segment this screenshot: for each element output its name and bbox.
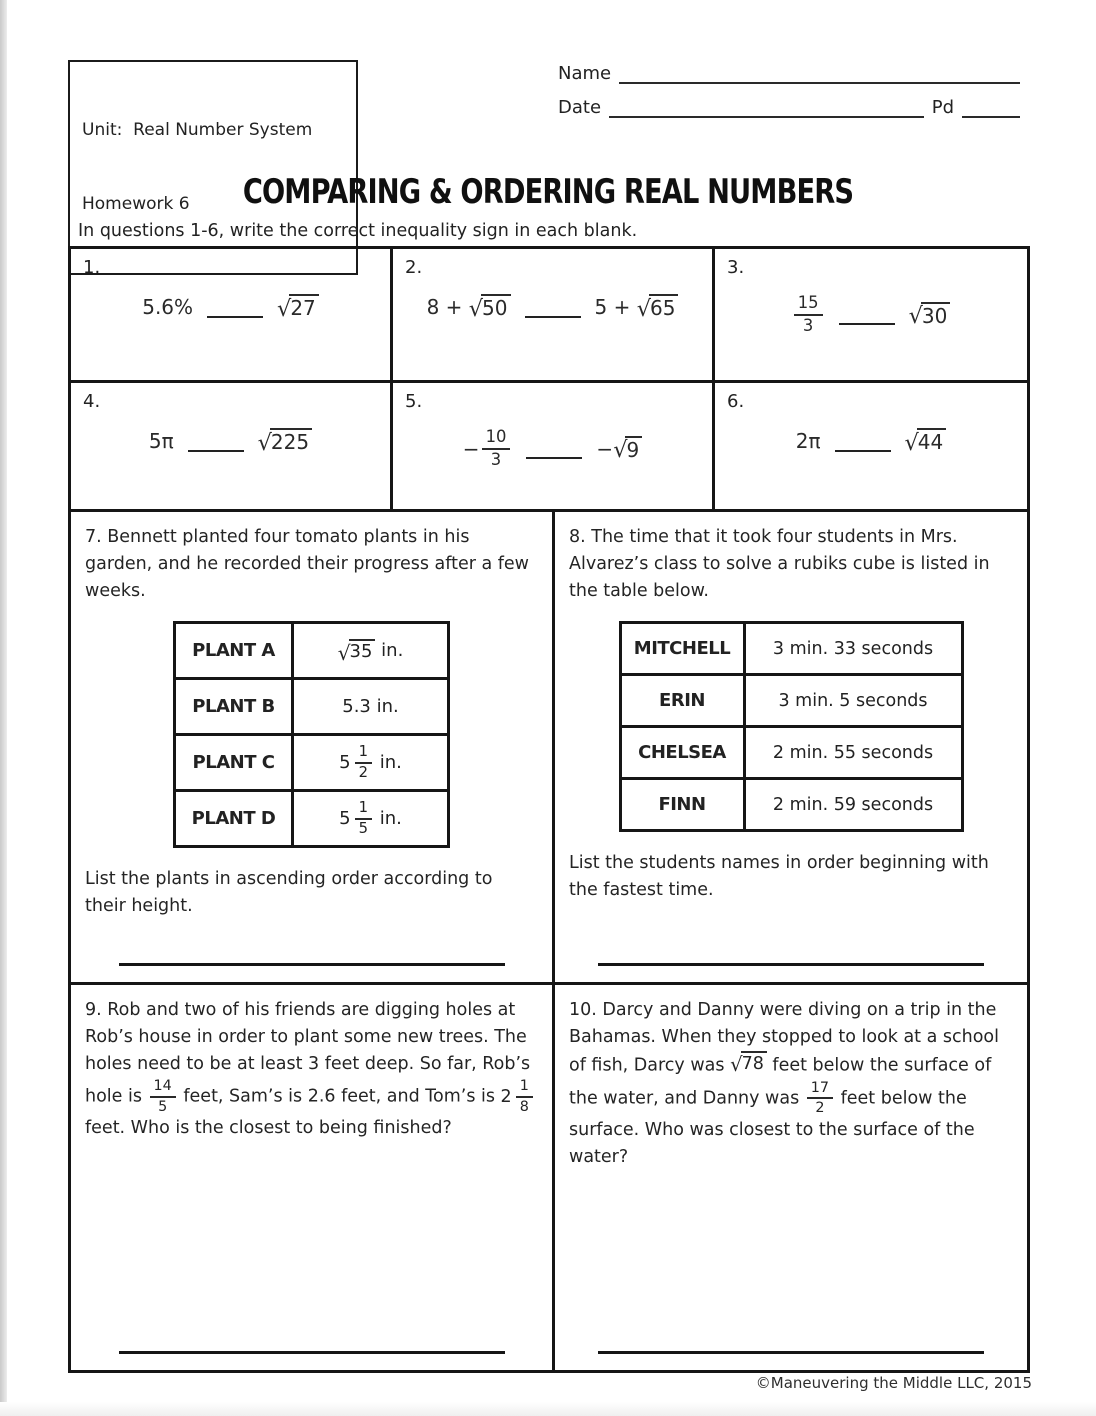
fraction-numerator: 14 — [150, 1078, 176, 1097]
question-8-prompt: List the students names in order beginning with the fastest time. — [569, 853, 989, 900]
sqrt-expression — [905, 428, 947, 454]
radical-sign: √ — [908, 303, 923, 330]
question-6-cell — [715, 383, 1027, 509]
fraction-denominator: 2 — [815, 1100, 825, 1117]
question-1-cell — [71, 249, 393, 383]
sqrt-expression — [277, 294, 319, 320]
plant-a-label: PLANT A — [175, 623, 293, 679]
page-title: COMPARING & ORDERING REAL NUMBERS — [242, 172, 854, 212]
sqrt-expression — [258, 428, 312, 454]
fraction — [355, 800, 372, 838]
question-5-cell — [393, 383, 715, 509]
question-7-answer-blank[interactable] — [119, 963, 505, 966]
math-text: feet below the surface. Who was closest to the surface of the water? — [569, 1088, 981, 1167]
inequality-blank[interactable] — [188, 431, 244, 452]
plant-a-value — [293, 623, 449, 679]
question-9-10-row — [68, 985, 1030, 1373]
math-text: 5.6% — [142, 295, 194, 319]
math-text: 5.3 in. — [342, 696, 399, 718]
table-row — [175, 735, 449, 791]
radical-sign: √ — [337, 640, 351, 665]
scan-edge-left — [0, 0, 7, 1416]
sqrt-expression — [613, 436, 642, 462]
radicand: 50 — [481, 294, 510, 320]
table-row — [620, 623, 962, 675]
inequality-blank[interactable] — [835, 431, 891, 452]
fraction-denominator: 8 — [519, 1098, 529, 1115]
name-blank-line[interactable] — [619, 62, 1020, 84]
student-mitchell-label: MITCHELL — [620, 623, 744, 675]
table-row — [175, 623, 449, 679]
sqrt-expression — [909, 302, 951, 328]
fraction-denominator: 3 — [802, 315, 814, 335]
question-9-answer-blank[interactable] — [119, 1351, 505, 1354]
plant-c-value — [293, 735, 449, 791]
student-chelsea-label: CHELSEA — [620, 727, 744, 779]
question-number: 4. — [83, 391, 101, 412]
fraction-denominator: 2 — [358, 763, 368, 781]
question-3-expression — [727, 294, 1015, 336]
radical-sign: √ — [904, 429, 919, 456]
math-text: 5π — [148, 429, 174, 453]
question-7-text: 7. Bennett planted four tomato plants in his garden, and he recorded their progress after a few weeks. — [85, 527, 529, 602]
radicand: 78 — [741, 1051, 767, 1074]
fraction-numerator: 10 — [482, 428, 511, 450]
math-text: 5 + — [594, 295, 637, 319]
fraction-denominator: 5 — [158, 1098, 168, 1115]
student-chelsea-time — [744, 727, 962, 779]
radicand: 44 — [917, 428, 946, 454]
fraction-numerator: 1 — [355, 800, 372, 820]
question-9-cell — [71, 985, 555, 1370]
mixed-number-whole: 5 — [339, 808, 351, 830]
student-finn-label: FINN — [620, 779, 744, 831]
question-5-expression — [405, 428, 700, 470]
math-text: feet. Who is the closest to being finished? — [85, 1086, 541, 1139]
fraction-numerator: 1 — [516, 1078, 533, 1097]
student-erin-time — [744, 675, 962, 727]
question-1-expression — [83, 294, 378, 320]
pd-label: Pd — [931, 97, 954, 118]
mixed-number-whole: 5 — [339, 752, 351, 774]
date-blank-line[interactable] — [609, 96, 924, 118]
radical-sign: √ — [730, 1052, 743, 1076]
question-7-8-row — [68, 512, 1030, 985]
table-row — [175, 791, 449, 847]
pd-blank-line[interactable] — [962, 96, 1020, 118]
sqrt-expression — [338, 639, 376, 663]
math-text: 3 min. 33 seconds — [772, 638, 934, 659]
radical-sign: √ — [468, 295, 484, 322]
homework-label: Homework 6 — [82, 194, 190, 215]
plant-c-label: PLANT C — [175, 735, 293, 791]
plant-b-value — [293, 679, 449, 735]
date-row — [558, 92, 1020, 118]
scan-edge-bottom — [0, 1402, 1096, 1416]
date-label: Date — [558, 97, 602, 118]
question-number: 2. — [405, 257, 423, 278]
math-text: 10. Darcy and Danny were diving on a trip in the Bahamas. When they stopped to look at a school of fish, Darcy was — [569, 1000, 1005, 1076]
radicand: 30 — [921, 302, 950, 328]
question-7-prompt: List the plants in ascending order according to their height. — [85, 869, 493, 916]
question-8-text: 8. The time that it took four students in Mrs. Alvarez’s class to solve a rubiks cube is listed in the table below. — [569, 527, 990, 602]
question-6-expression — [727, 428, 1015, 454]
fraction-denominator: 5 — [358, 819, 368, 837]
table-row — [620, 727, 962, 779]
question-number: 5. — [405, 391, 423, 412]
question-number: 3. — [727, 257, 745, 278]
math-text: in. — [373, 752, 402, 774]
sqrt-expression — [637, 294, 679, 320]
table-row — [175, 679, 449, 735]
question-8-cell — [555, 512, 1027, 982]
inequality-blank[interactable] — [525, 297, 581, 318]
fraction-numerator: 15 — [794, 294, 823, 316]
unit-box — [68, 60, 358, 275]
fraction-numerator: 1 — [355, 744, 372, 764]
radical-sign: √ — [636, 295, 651, 322]
math-text: in. — [375, 640, 404, 662]
inequality-blank[interactable] — [839, 304, 895, 325]
question-3-cell — [715, 249, 1027, 383]
fraction — [482, 428, 511, 470]
question-number: 6. — [727, 391, 745, 412]
table-row — [620, 779, 962, 831]
fraction — [150, 1078, 176, 1115]
inequality-blank[interactable] — [526, 438, 582, 459]
question-8-answer-blank[interactable] — [598, 963, 984, 966]
fraction — [807, 1080, 833, 1117]
sqrt-expression — [730, 1051, 767, 1074]
math-text: 3 min. 5 seconds — [778, 690, 928, 711]
fraction-denominator: 3 — [490, 449, 502, 469]
math-text: feet below the surface of the water, and Danny was — [569, 1055, 997, 1109]
question-4-expression — [83, 428, 378, 454]
radicand: 27 — [289, 294, 318, 320]
name-row — [558, 58, 1020, 84]
student-mitchell-time — [744, 623, 962, 675]
math-text: in. — [373, 808, 402, 830]
question-9-text — [85, 997, 541, 1142]
radicand: 65 — [649, 294, 678, 320]
radicand: 35 — [349, 639, 376, 663]
students-table — [619, 621, 964, 832]
radicand: 225 — [270, 428, 312, 454]
question-10-answer-blank[interactable] — [598, 1351, 984, 1354]
question-2-cell — [393, 249, 715, 383]
radicand: 9 — [625, 436, 642, 462]
fraction — [516, 1078, 533, 1115]
radical-sign: √ — [613, 437, 628, 464]
plant-b-label: PLANT B — [175, 679, 293, 735]
fraction — [794, 294, 823, 336]
instructions-text: In questions 1-6, write the correct inequality sign in each blank. — [78, 221, 638, 241]
math-text: 8 + — [426, 295, 469, 319]
math-text: 2 min. 55 seconds — [772, 742, 934, 763]
fraction-numerator: 17 — [807, 1080, 833, 1099]
question-7-cell — [71, 512, 555, 982]
fraction — [355, 744, 372, 782]
math-text: 2π — [795, 429, 821, 453]
radical-sign: √ — [257, 429, 272, 456]
question-2-expression — [405, 294, 700, 320]
mixed-number-whole: 2 — [500, 1086, 512, 1107]
name-label: Name — [558, 63, 612, 84]
plants-table — [173, 621, 450, 848]
inequality-blank[interactable] — [207, 297, 263, 318]
plant-d-value — [293, 791, 449, 847]
question-number: 1. — [83, 257, 101, 278]
table-row — [620, 675, 962, 727]
math-text: 9. Rob and two of his friends are digging holes at Rob’s house in order to plant some new trees. The holes need to be at least 3 feet deep. So far, Rob’s hole is — [85, 1000, 536, 1107]
student-finn-time — [744, 779, 962, 831]
math-text: − — [596, 436, 614, 461]
student-erin-label: ERIN — [620, 675, 744, 727]
sqrt-expression — [469, 294, 511, 320]
math-text: − — [462, 436, 480, 461]
unit-label: Unit: Real Number System — [82, 120, 313, 141]
plant-d-label: PLANT D — [175, 791, 293, 847]
question-4-cell — [71, 383, 393, 509]
question-10-cell — [555, 985, 1027, 1370]
inequality-grid — [68, 246, 1030, 512]
radical-sign: √ — [277, 295, 292, 322]
math-text: 2 min. 59 seconds — [772, 794, 934, 815]
copyright-text: ©Maneuvering the Middle LLC, 2015 — [755, 1374, 1032, 1392]
question-10-text — [569, 997, 1013, 1171]
math-text: feet, Sam’s is 2.6 feet, and Tom’s is — [177, 1086, 501, 1107]
